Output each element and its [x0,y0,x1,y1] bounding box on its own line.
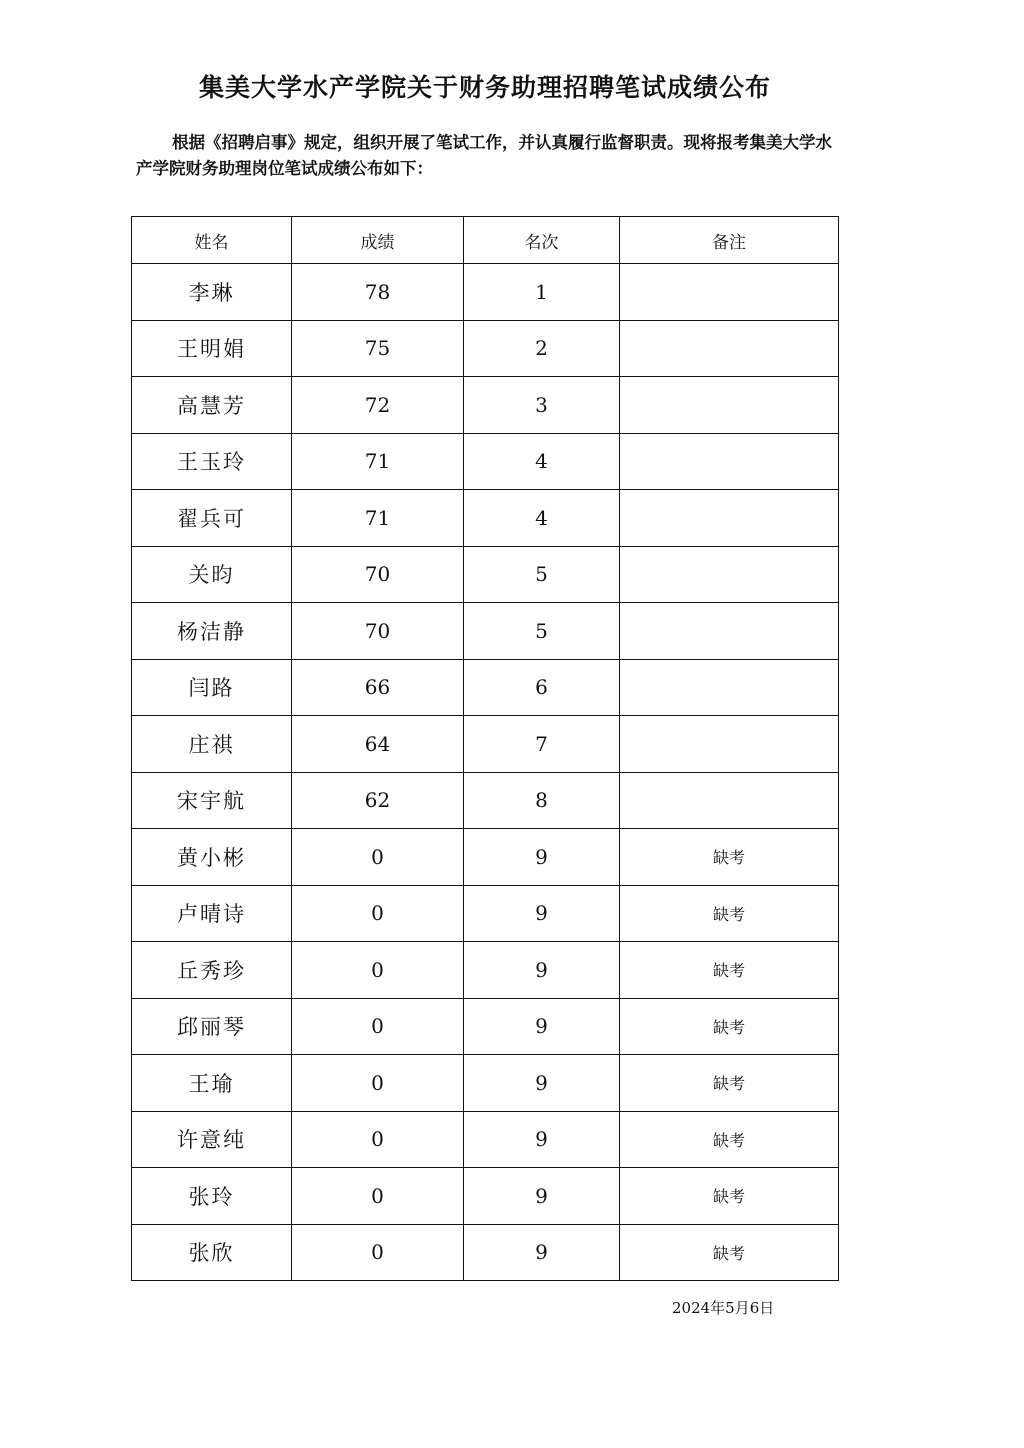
cell-note: 缺考 [620,1168,839,1225]
cell-score: 70 [292,546,464,603]
cell-score: 0 [292,1168,464,1225]
cell-note: 缺考 [620,829,839,886]
cell-rank: 4 [464,490,620,547]
cell-score: 0 [292,885,464,942]
cell-name: 李琳 [132,264,292,321]
cell-rank: 9 [464,998,620,1055]
cell-name: 杨洁静 [132,603,292,660]
table-row [132,772,839,829]
cell-note: 缺考 [620,998,839,1055]
cell-note [620,264,839,321]
cell-score: 0 [292,829,464,886]
cell-rank: 1 [464,264,620,321]
table-row [132,264,839,321]
cell-rank: 9 [464,829,620,886]
cell-note [620,377,839,434]
cell-name: 宋宇航 [132,772,292,829]
cell-name: 张玲 [132,1168,292,1225]
cell-note [620,716,839,773]
table-row [132,433,839,490]
header-score: 成绩 [292,217,464,264]
cell-score: 71 [292,490,464,547]
cell-note: 缺考 [620,885,839,942]
cell-score: 0 [292,1111,464,1168]
table-header-row [132,217,839,264]
cell-score: 72 [292,377,464,434]
cell-rank: 9 [464,885,620,942]
intro-text: 根据《招聘启事》规定，组织开展了笔试工作，并认真履行监督职责。现将报考集美大学水产学院财务助理岗位笔试成绩公布如下： [136,133,832,178]
cell-note [620,659,839,716]
cell-note: 缺考 [620,1111,839,1168]
cell-name: 黄小彬 [132,829,292,886]
cell-name: 高慧芳 [132,377,292,434]
cell-name: 王明娟 [132,320,292,377]
intro-paragraph [136,130,836,182]
cell-score: 71 [292,433,464,490]
page-title: 集美大学水产学院关于财务助理招聘笔试成绩公布 [198,73,771,102]
table-row [132,490,839,547]
cell-name: 丘秀珍 [132,942,292,999]
table-row [132,659,839,716]
cell-note [620,546,839,603]
table-row [132,377,839,434]
cell-rank: 9 [464,942,620,999]
table-row [132,603,839,660]
cell-name: 关昀 [132,546,292,603]
publish-date: 2024年5月6日 [672,1299,775,1317]
cell-score: 66 [292,659,464,716]
table-body [132,264,839,1281]
cell-note: 缺考 [620,1055,839,1112]
cell-note [620,772,839,829]
table-row [132,546,839,603]
cell-rank: 4 [464,433,620,490]
cell-name: 庄祺 [132,716,292,773]
table-row [132,998,839,1055]
cell-rank: 9 [464,1055,620,1112]
cell-score: 0 [292,942,464,999]
header-note: 备注 [620,217,839,264]
table-row [132,716,839,773]
cell-rank: 6 [464,659,620,716]
cell-name: 闫路 [132,659,292,716]
cell-score: 70 [292,603,464,660]
table-row [132,1168,839,1225]
cell-rank: 7 [464,716,620,773]
header-name: 姓名 [132,217,292,264]
cell-rank: 2 [464,320,620,377]
cell-score: 64 [292,716,464,773]
cell-note [620,433,839,490]
cell-note [620,490,839,547]
table-row [132,829,839,886]
cell-score: 75 [292,320,464,377]
cell-rank: 3 [464,377,620,434]
cell-name: 许意纯 [132,1111,292,1168]
table-row [132,320,839,377]
table-row [132,885,839,942]
cell-score: 62 [292,772,464,829]
cell-note: 缺考 [620,1224,839,1281]
cell-name: 张欣 [132,1224,292,1281]
cell-name: 翟兵可 [132,490,292,547]
cell-score: 0 [292,1224,464,1281]
cell-rank: 9 [464,1168,620,1225]
cell-note: 缺考 [620,942,839,999]
cell-rank: 9 [464,1111,620,1168]
cell-name: 王瑜 [132,1055,292,1112]
header-rank: 名次 [464,217,620,264]
cell-note [620,603,839,660]
cell-score: 0 [292,1055,464,1112]
table-row [132,1111,839,1168]
cell-name: 王玉玲 [132,433,292,490]
cell-rank: 9 [464,1224,620,1281]
table-row [132,1055,839,1112]
table-row [132,942,839,999]
cell-rank: 5 [464,603,620,660]
table-row [132,1224,839,1281]
cell-note [620,320,839,377]
cell-rank: 5 [464,546,620,603]
cell-score: 78 [292,264,464,321]
cell-rank: 8 [464,772,620,829]
cell-score: 0 [292,998,464,1055]
cell-name: 邱丽琴 [132,998,292,1055]
score-table [131,216,839,1281]
cell-name: 卢晴诗 [132,885,292,942]
